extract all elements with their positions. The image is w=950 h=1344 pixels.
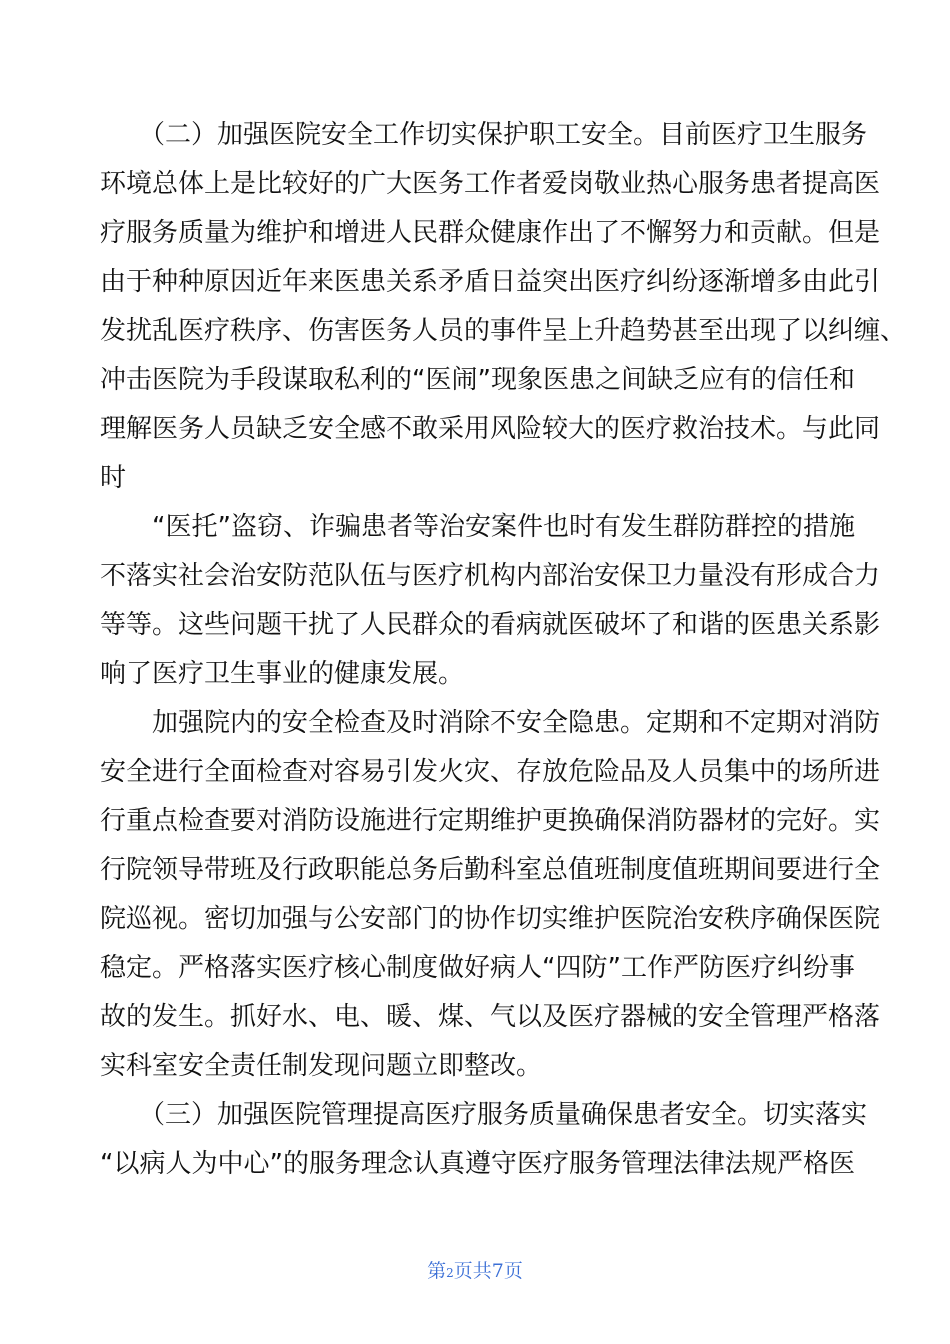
text-line: 稳定。严格落实医疗核心制度做好病人“四防”工作严防医疗纠纷事 [100,953,855,983]
paragraph-hospital-management [100,1091,868,1189]
footer-middle: 页共 [453,1260,492,1282]
text-line: 疗服务质量为维护和增进人民群众健康作出了不懈努力和贡献。但是 [100,218,881,248]
text-line: （三）加强医院管理提高医疗服务质量确保患者安全。切实落实 [100,1100,868,1130]
text-line: 由于种种原因近年来医患关系矛盾日益突出医疗纠纷逐渐增多由此引 [100,267,881,297]
footer-prefix: 第 [427,1260,447,1282]
document-body [100,111,907,1189]
page-footer [0,1258,950,1286]
text-line: 等等。这些问题干扰了人民群众的看病就医破坏了和谐的医患关系影 [100,610,881,640]
text-line: “医托”盗窃、诈骗患者等治安案件也时有发生群防群控的措施 [100,512,855,542]
text-line: 行重点检查要对消防设施进行定期维护更换确保消防器材的完好。实 [100,806,881,836]
text-line: 时 [100,463,127,493]
paragraph-safety-inspection [100,699,881,1091]
text-line: 实科室安全责任制发现问题立即整改。 [100,1051,543,1081]
text-line: 不落实社会治安防范队伍与医疗机构内部治安保卫力量没有形成合力 [100,561,881,591]
text-line: 院巡视。密切加强与公安部门的协作切实维护医院治安秩序确保医院 [100,904,881,934]
text-line: “以病人为中心”的服务理念认真遵守医疗服务管理法律法规严格医 [100,1149,855,1179]
text-line: 响了医疗卫生事业的健康发展。 [100,659,465,689]
text-line: 行院领导带班及行政职能总务后勤科室总值班制度值班期间要进行全 [100,855,881,885]
footer-suffix: 页 [503,1260,523,1282]
text-line: 加强院内的安全检查及时消除不安全隐患。定期和不定期对消防 [100,708,881,738]
paragraph-security-work [100,111,907,503]
footer-current-page: 2 [446,1266,454,1280]
text-line: 安全进行全面检查对容易引发火灾、存放危险品及人员集中的场所进 [100,757,881,787]
text-line: 冲击医院为手段谋取私利的“医闹”现象医患之间缺乏应有的信任和 [100,365,855,395]
paragraph-public-security [100,503,881,699]
text-line: （二）加强医院安全工作切实保护职工安全。目前医疗卫生服务 [100,120,868,150]
text-line: 环境总体上是比较好的广大医务工作者爱岗敬业热心服务患者提高医 [100,169,881,199]
text-line: 故的发生。抓好水、电、暖、煤、气以及医疗器械的安全管理严格落 [100,1002,881,1032]
text-line: 发扰乱医疗秩序、伤害医务人员的事件呈上升趋势甚至出现了以纠缠、 [100,316,907,346]
footer-total-pages: 7 [491,1260,504,1282]
text-line: 理解医务人员缺乏安全感不敢采用风险较大的医疗救治技术。与此同 [100,414,881,444]
